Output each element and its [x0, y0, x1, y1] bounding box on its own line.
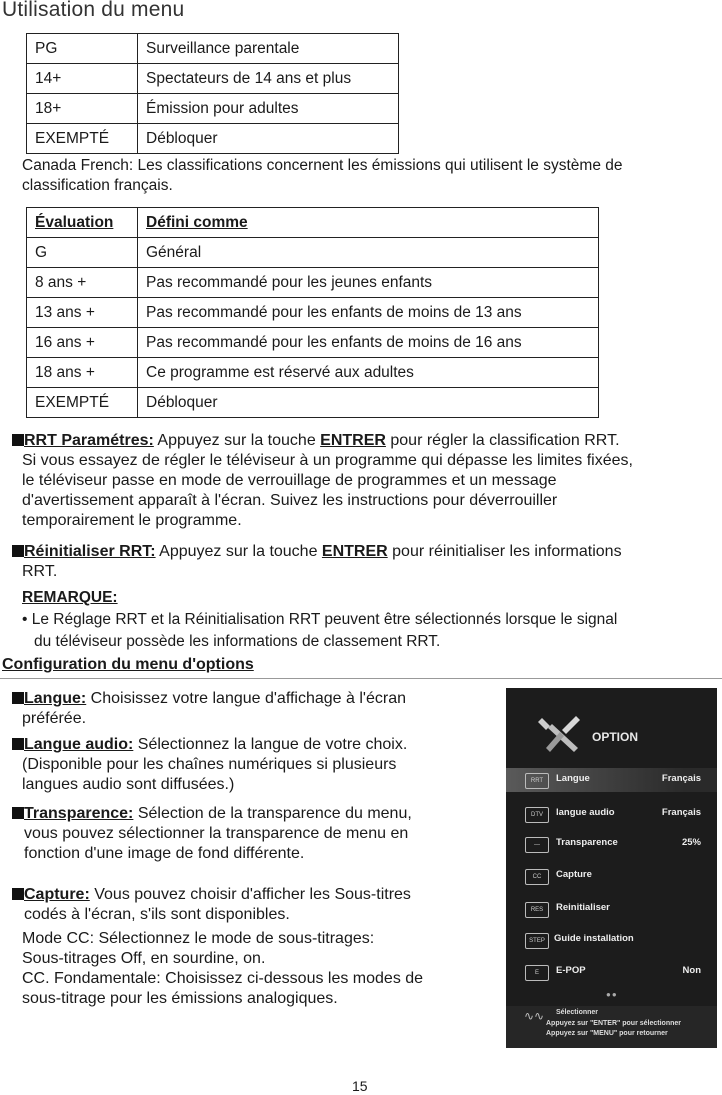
- setup-icon: STEP: [525, 933, 549, 949]
- langue-audio-item: Langue audio: Sélectionnez la langue de votre choix. (Disponible pour les chaînes numériques si plusieurs langues audio sont diffusées.): [12, 735, 492, 795]
- table-header-row: Évaluation Défini comme: [27, 208, 599, 238]
- caption-icon: CC: [525, 869, 549, 885]
- osd-row-e-pop: E E-POP Non: [506, 960, 717, 984]
- page-title: Utilisation du menu: [2, 0, 185, 21]
- speaker-icon: DTV: [525, 807, 549, 823]
- table-row: 14+ Spectateurs de 14 ans et plus: [27, 64, 399, 94]
- table-row: PG Surveillance parentale: [27, 34, 399, 64]
- transparency-icon: —: [525, 837, 549, 853]
- e-pop-icon: E: [525, 965, 549, 981]
- osd-title: OPTION: [592, 730, 639, 744]
- section-title: Configuration du menu d'options: [2, 656, 254, 673]
- table-row: EXEMPTÉ Débloquer: [27, 388, 599, 418]
- remarque-note: REMARQUE: • Le Réglage RRT et la Réinitialisation RRT peuvent être sélectionnés lorsque le signal du téléviseur possède les informations de classement RRT.: [22, 588, 722, 652]
- capture-item: Capture: Vous pouvez choisir d'afficher les Sous-titres codés à l'écran, s'ils sont disponibles. Mode CC: Sélectionnez le mode de sous-titrages: Sous-titrages Off, en sourdine, on. CC. Fondamentale: Choisissez ci-dessous les modes de sous-titrage pour les émissions analogiques.: [12, 885, 492, 1009]
- enter-key-label: ENTRER: [321, 543, 388, 560]
- bullet-square-icon: [12, 738, 24, 750]
- osd-row-capture: CC Capture: [506, 864, 717, 888]
- reset-rrt-item: Réinitialiser RRT: Appuyez sur la touche ENTRER pour réinitialiser les informations RRT.: [12, 542, 718, 582]
- page-dots-icon: ●●: [606, 990, 618, 999]
- remarque-label: REMARQUE:: [22, 589, 118, 606]
- wrench-screwdriver-icon: [536, 712, 584, 756]
- page-number: 15: [352, 1078, 368, 1094]
- table-row: 13 ans + Pas recommandé pour les enfants de moins de 13 ans: [27, 298, 599, 328]
- rating-table-us: [26, 33, 399, 154]
- transparence-item: Transparence: Sélection de la transparence du menu, vous pouvez sélectionner la transparence de menu en fonction d'une image de fond différente.: [12, 804, 492, 864]
- osd-row-langue: RRT Langue Français: [506, 768, 717, 792]
- bullet-square-icon: [12, 807, 24, 819]
- bullet-square-icon: [12, 692, 24, 704]
- osd-row-transparence: — Transparence 25%: [506, 832, 717, 856]
- table-row: EXEMPTÉ Débloquer: [27, 124, 399, 154]
- bullet-square-icon: [12, 888, 24, 900]
- table-row: 18+ Émission pour adultes: [27, 94, 399, 124]
- reset-rrt-term: Réinitialiser RRT:: [24, 543, 156, 560]
- enter-key-label: ENTRER: [320, 432, 386, 449]
- rrt-icon: RRT: [525, 773, 549, 789]
- canada-french-note: Canada French: Les classifications concernent les émissions qui utilisent le système de classification français.: [22, 157, 623, 194]
- divider: [0, 678, 722, 679]
- rrt-settings-term: RRT Paramétres:: [24, 432, 154, 449]
- table-row: 8 ans + Pas recommandé pour les jeunes enfants: [27, 268, 599, 298]
- osd-footer: ∿∿ Sélectionner Appuyez sur "ENTER" pour sélectionner Appuyez sur "MENU" pour retourner: [506, 1006, 717, 1048]
- rrt-settings-item: RRT Paramétres: Appuyez sur la touche ENTRER pour régler la classification RRT. Si vous essayez de régler le téléviseur à un programme qui dépasse les limites fixées, le téléviseur passe en mode de verrouillage de programmes et un message d'avertissement apparaît à l'écran. Suivez les instructions pour déverrouiller temporairement le programme.: [12, 431, 718, 531]
- table-row: 18 ans + Ce programme est réservé aux adultes: [27, 358, 599, 388]
- osd-row-guide-installation: STEP Guide installation: [506, 928, 717, 952]
- langue-item: Langue: Choisissez votre langue d'affichage à l'écran préférée.: [12, 689, 492, 729]
- bullet-square-icon: [12, 545, 24, 557]
- tv-option-menu-screenshot: [506, 688, 717, 1048]
- reset-icon: RES: [525, 902, 549, 918]
- osd-row-reinitialiser: RES Reinitialiser: [506, 897, 717, 921]
- table-row: G Général: [27, 238, 599, 268]
- wave-icon: ∿∿: [524, 1009, 545, 1023]
- bullet-square-icon: [12, 434, 24, 446]
- table-row: 16 ans + Pas recommandé pour les enfants de moins de 16 ans: [27, 328, 599, 358]
- rating-table-canada-french: [26, 207, 599, 418]
- osd-row-langue-audio: DTV langue audio Français: [506, 802, 717, 826]
